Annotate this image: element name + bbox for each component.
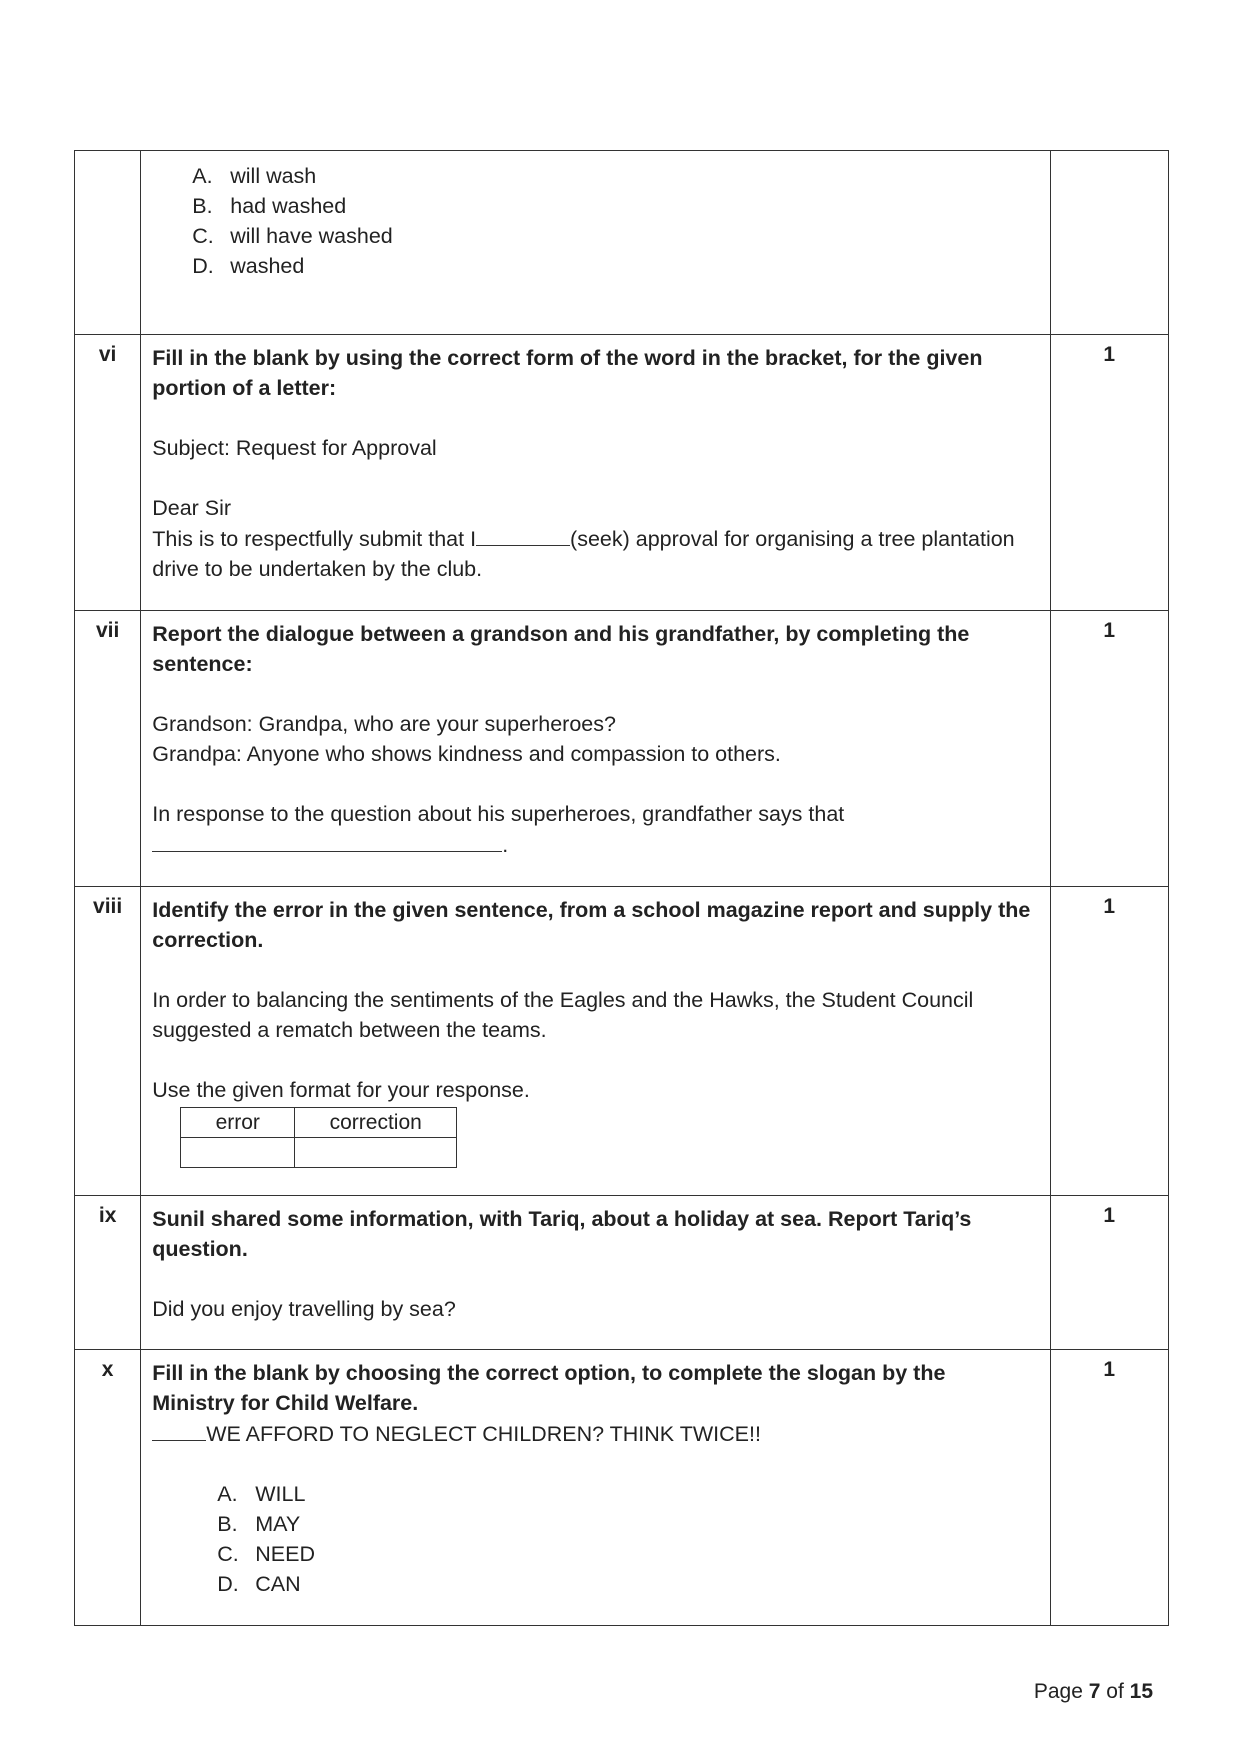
question-prompt: Identify the error in the given sentence, from a school magazine report and supply the correction. <box>152 898 1031 952</box>
question-prompt: Sunil shared some information, with Tariq, about a holiday at sea. Report Tariq’s question. <box>152 1207 972 1261</box>
question-cell <box>141 611 1050 887</box>
option-item: A. WILL <box>217 1482 306 1506</box>
fill-blank <box>152 829 502 852</box>
q5-options <box>192 161 1033 281</box>
question-number-cell <box>75 151 141 335</box>
format-note: Use the given format for your response. <box>152 1078 530 1102</box>
page-number-footer: Page 7 of 15 <box>1033 1680 1153 1703</box>
question-table <box>74 150 1169 1626</box>
option-item: B. had washed <box>192 194 347 218</box>
fill-blank <box>476 523 570 546</box>
option-item: B. MAY <box>217 1512 301 1536</box>
option-item: D. washed <box>192 254 305 278</box>
error-header: error <box>181 1108 295 1138</box>
question-row-viii <box>75 887 1169 1196</box>
correction-header: correction <box>295 1108 457 1138</box>
question-number: viii <box>75 887 141 1196</box>
option-item: A. will wash <box>192 164 317 188</box>
dialogue-line: Grandpa: Anyone who shows kindness and compassion to others. <box>152 742 781 766</box>
marks-value: 1 <box>1050 1196 1168 1350</box>
response-empty-row <box>181 1138 457 1168</box>
question-row-v-continued <box>75 151 1169 335</box>
question-prompt: Report the dialogue between a grandson and his grandfather, by completing the sentence: <box>152 622 970 676</box>
question-number: ix <box>75 1196 141 1350</box>
response-header-row <box>181 1108 457 1138</box>
question-row-x <box>75 1350 1169 1626</box>
slogan-line: WE AFFORD TO NEGLECT CHILDREN? THINK TWICE!! <box>152 1418 1033 1449</box>
question-cell <box>141 335 1050 611</box>
question-number: vi <box>75 335 141 611</box>
marks-value: 1 <box>1050 335 1168 611</box>
marks-value: 1 <box>1050 887 1168 1196</box>
question-text: Did you enjoy travelling by sea? <box>152 1297 456 1321</box>
option-item: C. NEED <box>217 1542 315 1566</box>
letter-subject: Subject: Request for Approval <box>152 436 437 460</box>
question-cell <box>141 151 1050 335</box>
letter-body: This is to respectfully submit that I (seek) approval for organising a tree plantation drive to be undertaken by the club. <box>152 523 1033 584</box>
error-sentence: In order to balancing the sentiments of the Eagles and the Hawks, the Student Council suggested a rematch between the teams. <box>152 988 974 1042</box>
response-format-table <box>180 1107 457 1168</box>
question-row-ix <box>75 1196 1169 1350</box>
question-row-vi <box>75 335 1169 611</box>
completion-lead: In response to the question about his superheroes, grandfather says that <box>152 802 845 826</box>
question-row-vii <box>75 611 1169 887</box>
question-prompt: Fill in the blank by choosing the correct option, to complete the slogan by the Ministry for Child Welfare. <box>152 1361 946 1415</box>
correction-cell <box>295 1138 457 1168</box>
option-item: C. will have washed <box>192 224 393 248</box>
dialogue-line: Grandson: Grandpa, who are your superheroes? <box>152 712 616 736</box>
q10-options <box>217 1479 1033 1599</box>
option-item: D. CAN <box>217 1572 301 1596</box>
question-number: vii <box>75 611 141 887</box>
letter-salutation: Dear Sir <box>152 496 232 520</box>
fill-blank <box>152 1418 206 1441</box>
completion-blank-line: . <box>152 829 1033 860</box>
question-cell <box>141 887 1050 1196</box>
marks-value: 1 <box>1050 611 1168 887</box>
total-pages: 15 <box>1129 1680 1153 1703</box>
question-cell <box>141 1196 1050 1350</box>
current-page: 7 <box>1088 1680 1101 1703</box>
marks-cell <box>1050 151 1168 335</box>
question-number: x <box>75 1350 141 1626</box>
question-cell <box>141 1350 1050 1626</box>
error-cell <box>181 1138 295 1168</box>
marks-value: 1 <box>1050 1350 1168 1626</box>
question-prompt: Fill in the blank by using the correct form of the word in the bracket, for the given portion of a letter: <box>152 346 983 400</box>
